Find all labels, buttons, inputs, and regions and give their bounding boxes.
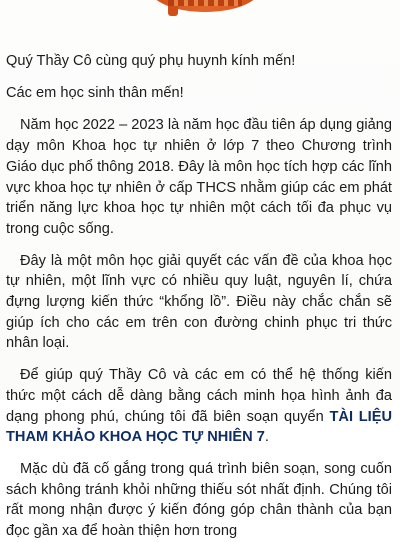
- preface-text: [6, 51, 392, 542]
- paragraph-4: Mặc dù đã cố gắng trong quá trình biên soạn, song cuốn sách không tránh khỏi những thiếu sót nhất định. Chúng tôi rất mong nhận được ý kiến đóng góp chân thành của bạn đọc gần xa để hoàn thiện hơn trong: [6, 460, 392, 540]
- greeting-students: Các em học sinh thân mến!: [6, 84, 184, 101]
- paragraph-3: [6, 365, 392, 448]
- paragraph-3-text: Để giúp quý Thầy Cô và các em có thể hệ thống kiến thức một cách dễ dàng bằng cách minh họa hình ảnh đa dạng phong phú, chúng tôi đã biên soạn quyển: [6, 367, 392, 425]
- paragraph-2: Đây là một môn học giải quyết các vấn đề của khoa học tự nhiên, một lĩnh vực có nhiều quy luật, nguyên lí, chứa đựng lượng kiến thức “khổng lồ”. Điều này chắc chắn sẽ giúp ích cho các em trên con đường chinh phục tri thức nhân loại.: [6, 252, 392, 352]
- top-decoration-stripe: [168, 0, 242, 6]
- greeting-teachers: Quý Thầy Cô cùng quý phụ huynh kính mến!: [6, 53, 296, 69]
- paragraph-1: Năm học 2022 – 2023 là năm học đầu tiên áp dụng giảng dạy môn Khoa học tự nhiên ở lớp 7 theo Chương trình Giáo dục phổ thông 2018. Đây là môn học tích hợp các lĩnh vực khoa học tự nhiên ở cấp THCS nhằm giúp các em phát triển năng lực khoa học tự nhiên một cách tối đa phục vụ trong cuộc sống.: [6, 117, 392, 237]
- book-title: TÀI LIỆU THAM KHẢO KHOA HỌC TỰ NHIÊN 7: [6, 408, 392, 446]
- paragraph-3-end: .: [264, 429, 269, 446]
